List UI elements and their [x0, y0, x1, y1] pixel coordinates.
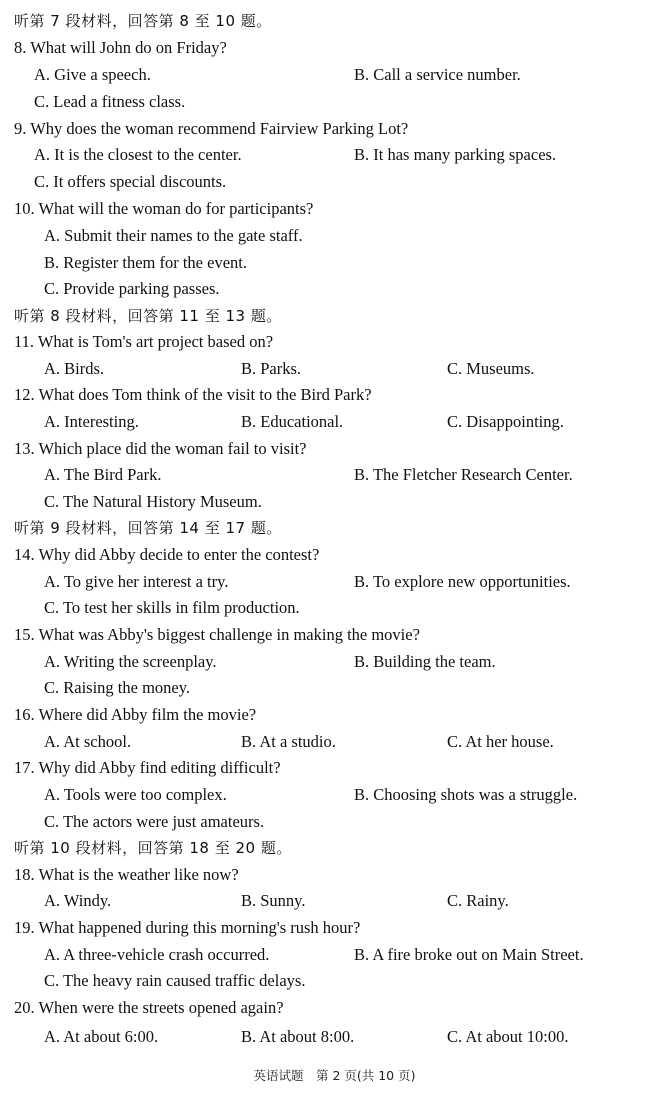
section-header: 听第 8 段材料，回答第 11 至 13 题。 — [14, 307, 282, 325]
options-row — [0, 489, 669, 515]
option-b: B. At a studio. — [241, 732, 336, 751]
options-row — [0, 595, 669, 621]
options-row — [0, 1024, 669, 1050]
question-10: 10. What will the woman do for participants? — [14, 199, 314, 218]
option-b: B. Building the team. — [354, 652, 496, 671]
options-row — [0, 250, 669, 276]
page-footer: 英语试题 第 2 页(共 10 页) — [253, 1068, 416, 1083]
options-row — [0, 729, 669, 755]
section-header: 听第 9 段材料，回答第 14 至 17 题。 — [14, 519, 282, 537]
option-a: A. To give her interest a try. — [44, 572, 229, 591]
options-row — [0, 888, 669, 914]
question-18: 18. What is the weather like now? — [14, 865, 239, 884]
option-a: A. Birds. — [44, 359, 105, 378]
options-row — [0, 62, 669, 88]
option-a: A. At school. — [44, 732, 132, 751]
option-c: C. At about 10:00. — [447, 1027, 569, 1046]
options-row — [0, 223, 669, 249]
question-20: 20. When were the streets opened again? — [14, 998, 284, 1017]
question-16: 16. Where did Abby film the movie? — [14, 705, 257, 724]
option-c: C. To test her skills in film production. — [44, 598, 300, 617]
option-a: A. Give a speech. — [34, 65, 151, 84]
options-row — [0, 675, 669, 701]
question-17: 17. Why did Abby find editing difficult? — [14, 758, 281, 777]
option-b: B. Parks. — [241, 359, 302, 378]
options-row — [0, 569, 669, 595]
question-13: 13. Which place did the woman fail to visit? — [14, 439, 307, 458]
option-a: A. Writing the screenplay. — [44, 652, 217, 671]
options-row — [0, 462, 669, 488]
option-c: C. It offers special discounts. — [34, 172, 227, 191]
options-row — [0, 409, 669, 435]
question-8: 8. What will John do on Friday? — [14, 38, 227, 57]
question-19: 19. What happened during this morning's rush hour? — [14, 918, 361, 937]
option-b: B. Choosing shots was a struggle. — [354, 785, 578, 804]
option-b: B. The Fletcher Research Center. — [354, 465, 573, 484]
option-c: C. Disappointing. — [447, 412, 564, 431]
option-c: C. The Natural History Museum. — [44, 492, 262, 511]
option-a: A. A three-vehicle crash occurred. — [44, 945, 270, 964]
options-row — [0, 89, 669, 115]
option-b: B. It has many parking spaces. — [354, 145, 557, 164]
option-c: C. The heavy rain caused traffic delays. — [44, 971, 306, 990]
question-14: 14. Why did Abby decide to enter the contest? — [14, 545, 320, 564]
options-row — [0, 968, 669, 994]
options-row — [0, 649, 669, 675]
question-9: 9. Why does the woman recommend Fairview Parking Lot? — [14, 119, 409, 138]
options-row — [0, 142, 669, 168]
option-b: B. Register them for the event. — [44, 253, 247, 272]
option-a: A. Submit their names to the gate staff. — [44, 226, 303, 245]
option-c: C. Raising the money. — [44, 678, 191, 697]
question-15: 15. What was Abby's biggest challenge in making the movie? — [14, 625, 420, 644]
option-b: B. Educational. — [241, 412, 344, 431]
section-header: 听第 7 段材料，回答第 8 至 10 题。 — [14, 12, 272, 30]
option-c: C. Lead a fitness class. — [34, 92, 186, 111]
option-b: B. At about 8:00. — [241, 1027, 355, 1046]
option-a: A. Tools were too complex. — [44, 785, 227, 804]
question-12: 12. What does Tom think of the visit to the Bird Park? — [14, 385, 372, 404]
option-c: C. Museums. — [447, 359, 535, 378]
option-c: C. Provide parking passes. — [44, 279, 220, 298]
option-a: A. Interesting. — [44, 412, 139, 431]
options-row — [0, 276, 669, 302]
option-b: B. Call a service number. — [354, 65, 521, 84]
option-b: B. To explore new opportunities. — [354, 572, 571, 591]
option-a: A. The Bird Park. — [44, 465, 162, 484]
options-row — [0, 782, 669, 808]
options-row — [0, 356, 669, 382]
option-c: C. At her house. — [447, 732, 554, 751]
option-a: A. It is the closest to the center. — [34, 145, 242, 164]
options-row — [0, 169, 669, 195]
options-row — [0, 809, 669, 835]
option-b: B. Sunny. — [241, 891, 306, 910]
option-c: C. Rainy. — [447, 891, 509, 910]
option-a: A. Windy. — [44, 891, 112, 910]
question-11: 11. What is Tom's art project based on? — [14, 332, 274, 351]
section-header: 听第 10 段材料，回答第 18 至 20 题。 — [14, 839, 292, 857]
option-b: B. A fire broke out on Main Street. — [354, 945, 584, 964]
option-c: C. The actors were just amateurs. — [44, 812, 265, 831]
options-row — [0, 942, 669, 968]
option-a: A. At about 6:00. — [44, 1027, 159, 1046]
